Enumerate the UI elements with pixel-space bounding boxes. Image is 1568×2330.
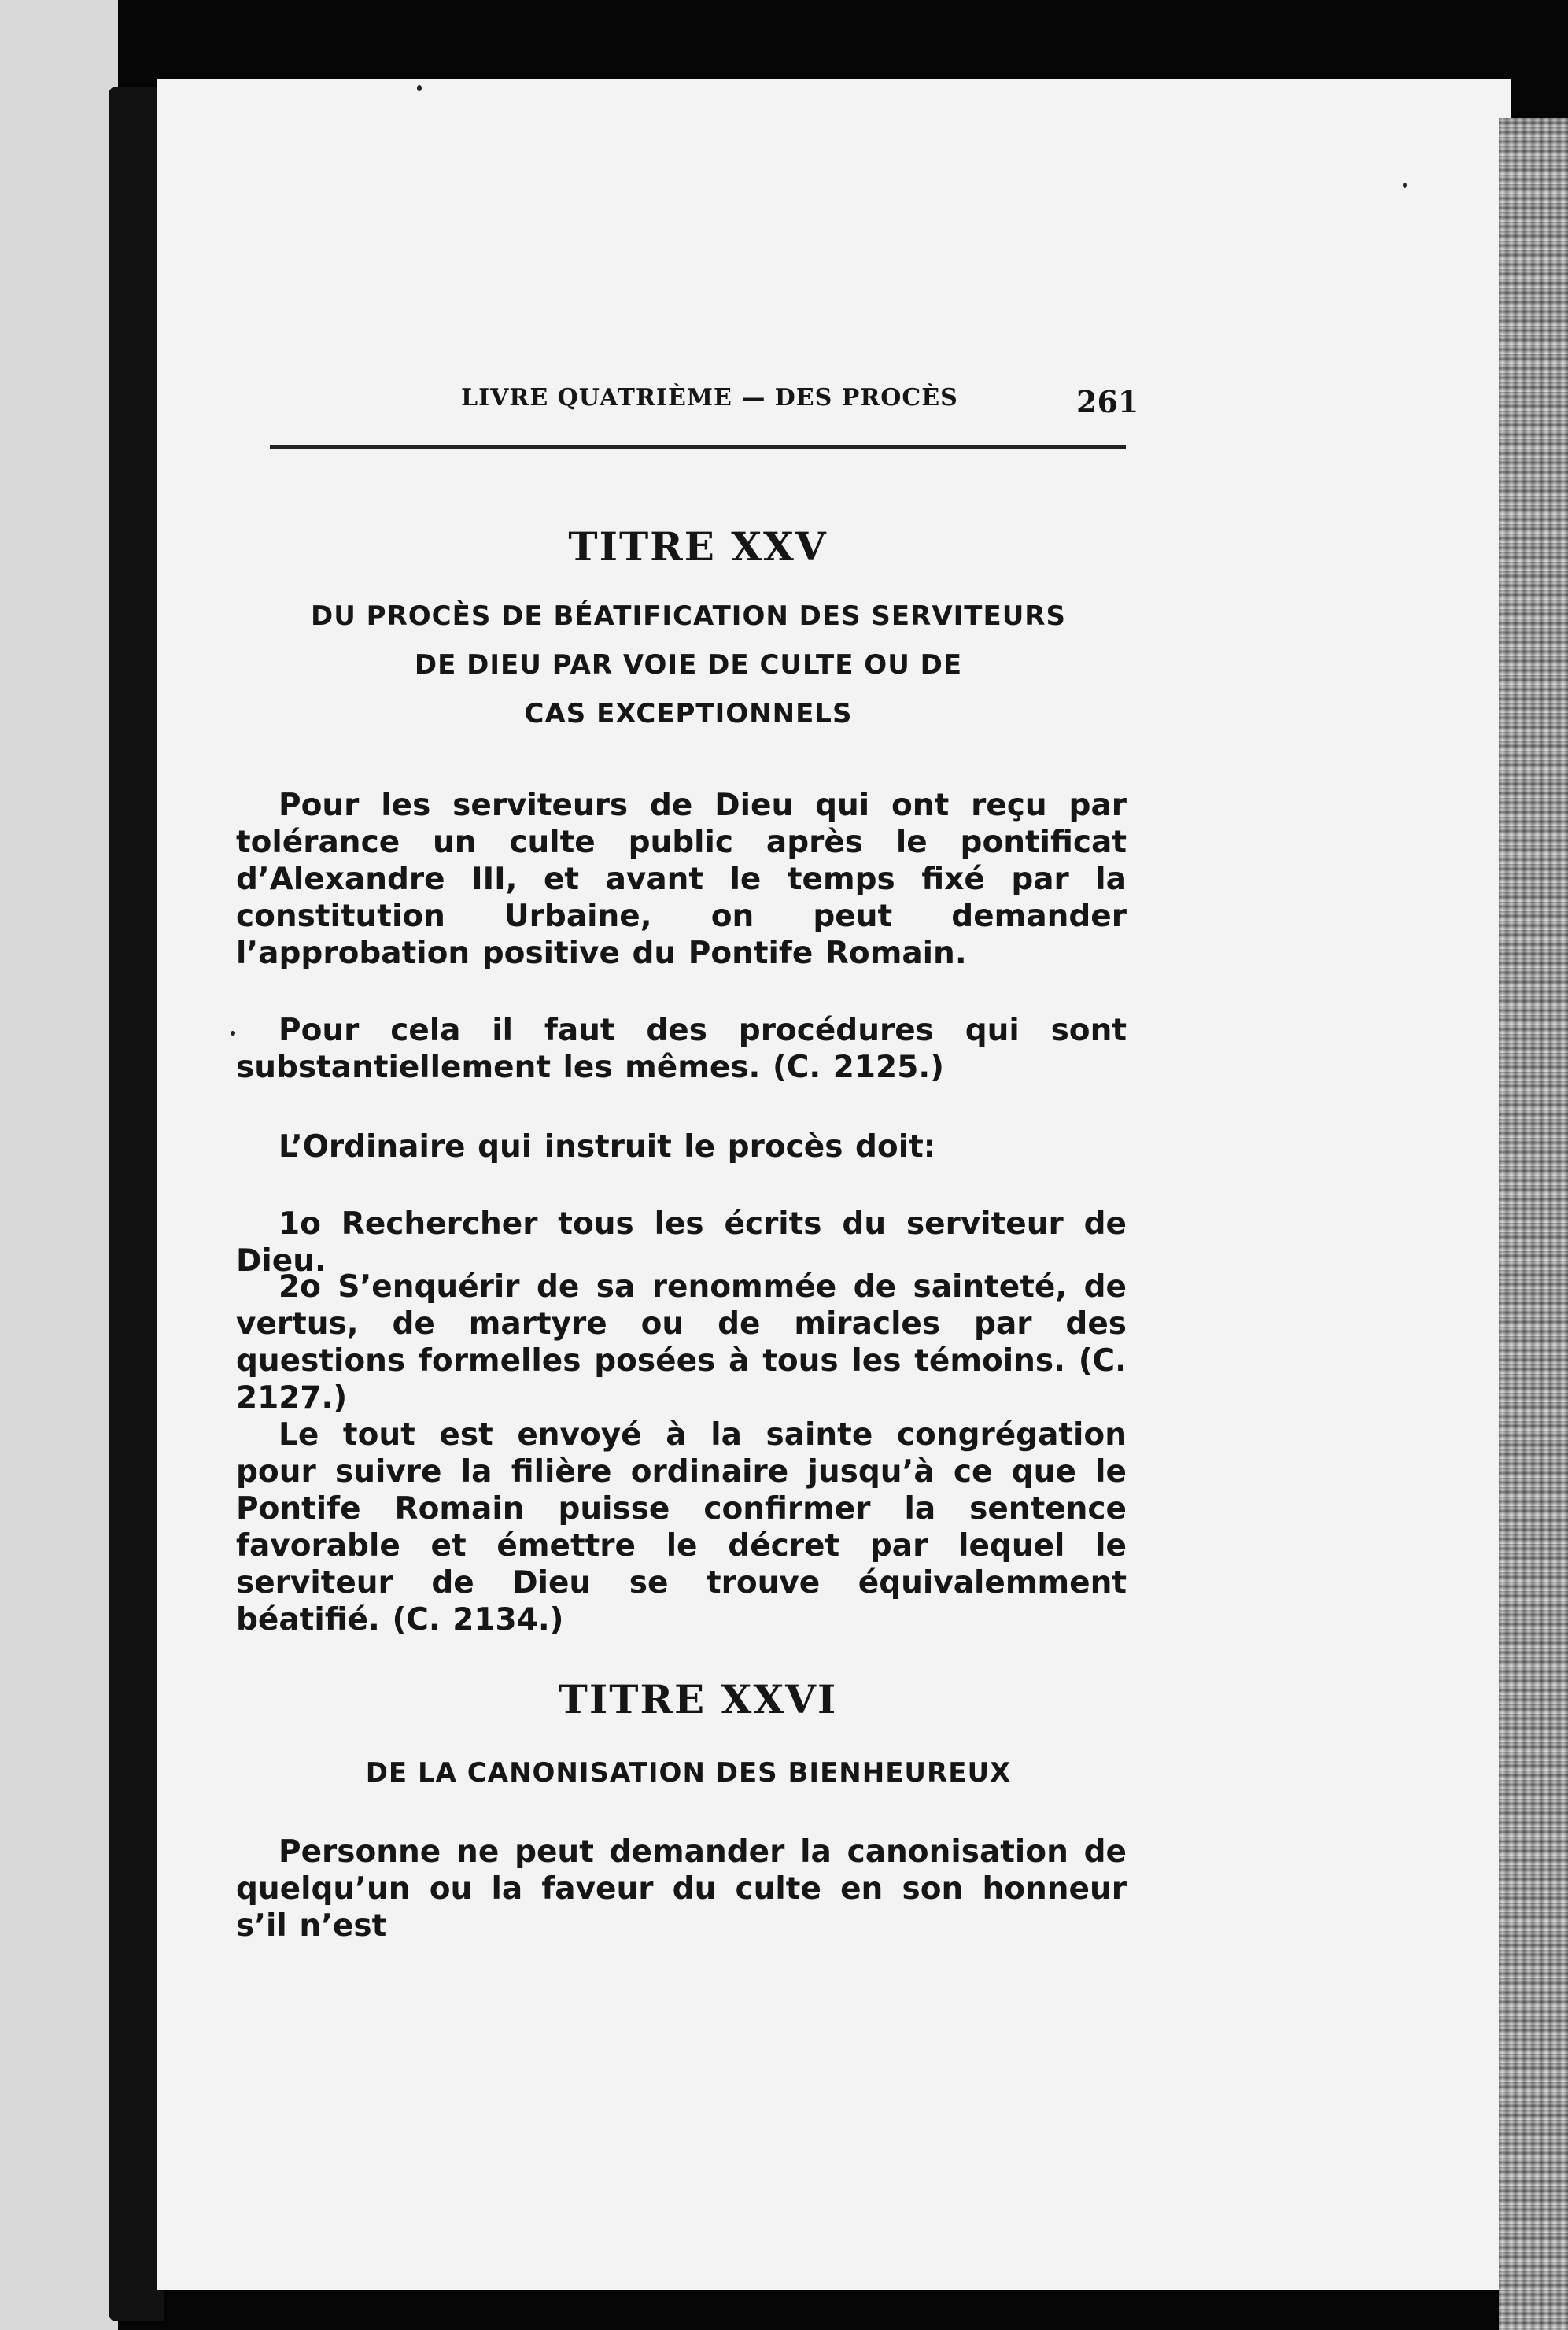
paragraph: L’Ordinaire qui instruit le procès doit: bbox=[279, 1129, 936, 1165]
list-item: 1o Rechercher tous les écrits du serviteur de Dieu. bbox=[236, 1206, 1127, 1279]
paragraph: Personne ne peut demander la canonisation de quelqu’un ou la faveur du culte en son honneur s’il n’est bbox=[236, 1834, 1127, 1944]
section-title-xxv: TITRE XXV bbox=[568, 523, 828, 570]
scan-speck bbox=[417, 85, 422, 91]
section-subtitle-line-1: DU PROCÈS DE BÉATIFICATION DES SERVITEURS bbox=[311, 600, 1066, 632]
page-number: 261 bbox=[1076, 384, 1139, 419]
paragraph: Le tout est envoyé à la sainte congrégation pour suivre la filière ordinaire jusqu’à ce que le Pontife Romain puisse confirmer la sentence favorable et émettre le décret par lequel le serviteur de Dieu se trouve équivalemment béatifié. (C. 2134.) bbox=[236, 1417, 1127, 1638]
scan-left-margin bbox=[0, 0, 118, 2330]
page-fore-edge bbox=[1499, 118, 1568, 2330]
paragraph: Pour les serviteurs de Dieu qui ont reçu par tolérance un culte public après le pontificat d’Alexandre III, et avant le temps fixé par la constitution Urbaine, on peut demander l’approbation positive du Pontife Romain. bbox=[236, 788, 1127, 971]
section-subtitle-line-2: DE DIEU PAR VOIE DE CULTE OU DE bbox=[414, 649, 963, 681]
section-subtitle-line-3: CAS EXCEPTIONNELS bbox=[524, 698, 853, 729]
running-head: LIVRE QUATRIÈME — DES PROCÈS bbox=[461, 384, 958, 412]
scan-speck bbox=[231, 1031, 235, 1036]
list-item: 2o S’enquérir de sa renommée de sainteté, de vertus, de martyre ou de miracles par des questions formelles posées à tous les témoins. (C. 2127.) bbox=[236, 1269, 1127, 1416]
book-binding-shadow bbox=[109, 87, 164, 2321]
section-title-xxvi: TITRE XXVI bbox=[558, 1676, 838, 1723]
paragraph: Pour cela il faut des procédures qui sont substantiellement les mêmes. (C. 2125.) bbox=[236, 1013, 1127, 1085]
header-rule bbox=[270, 445, 1126, 449]
scan-speck bbox=[1403, 183, 1407, 188]
section-subtitle: DE LA CANONISATION DES BIENHEUREUX bbox=[365, 1757, 1012, 1789]
